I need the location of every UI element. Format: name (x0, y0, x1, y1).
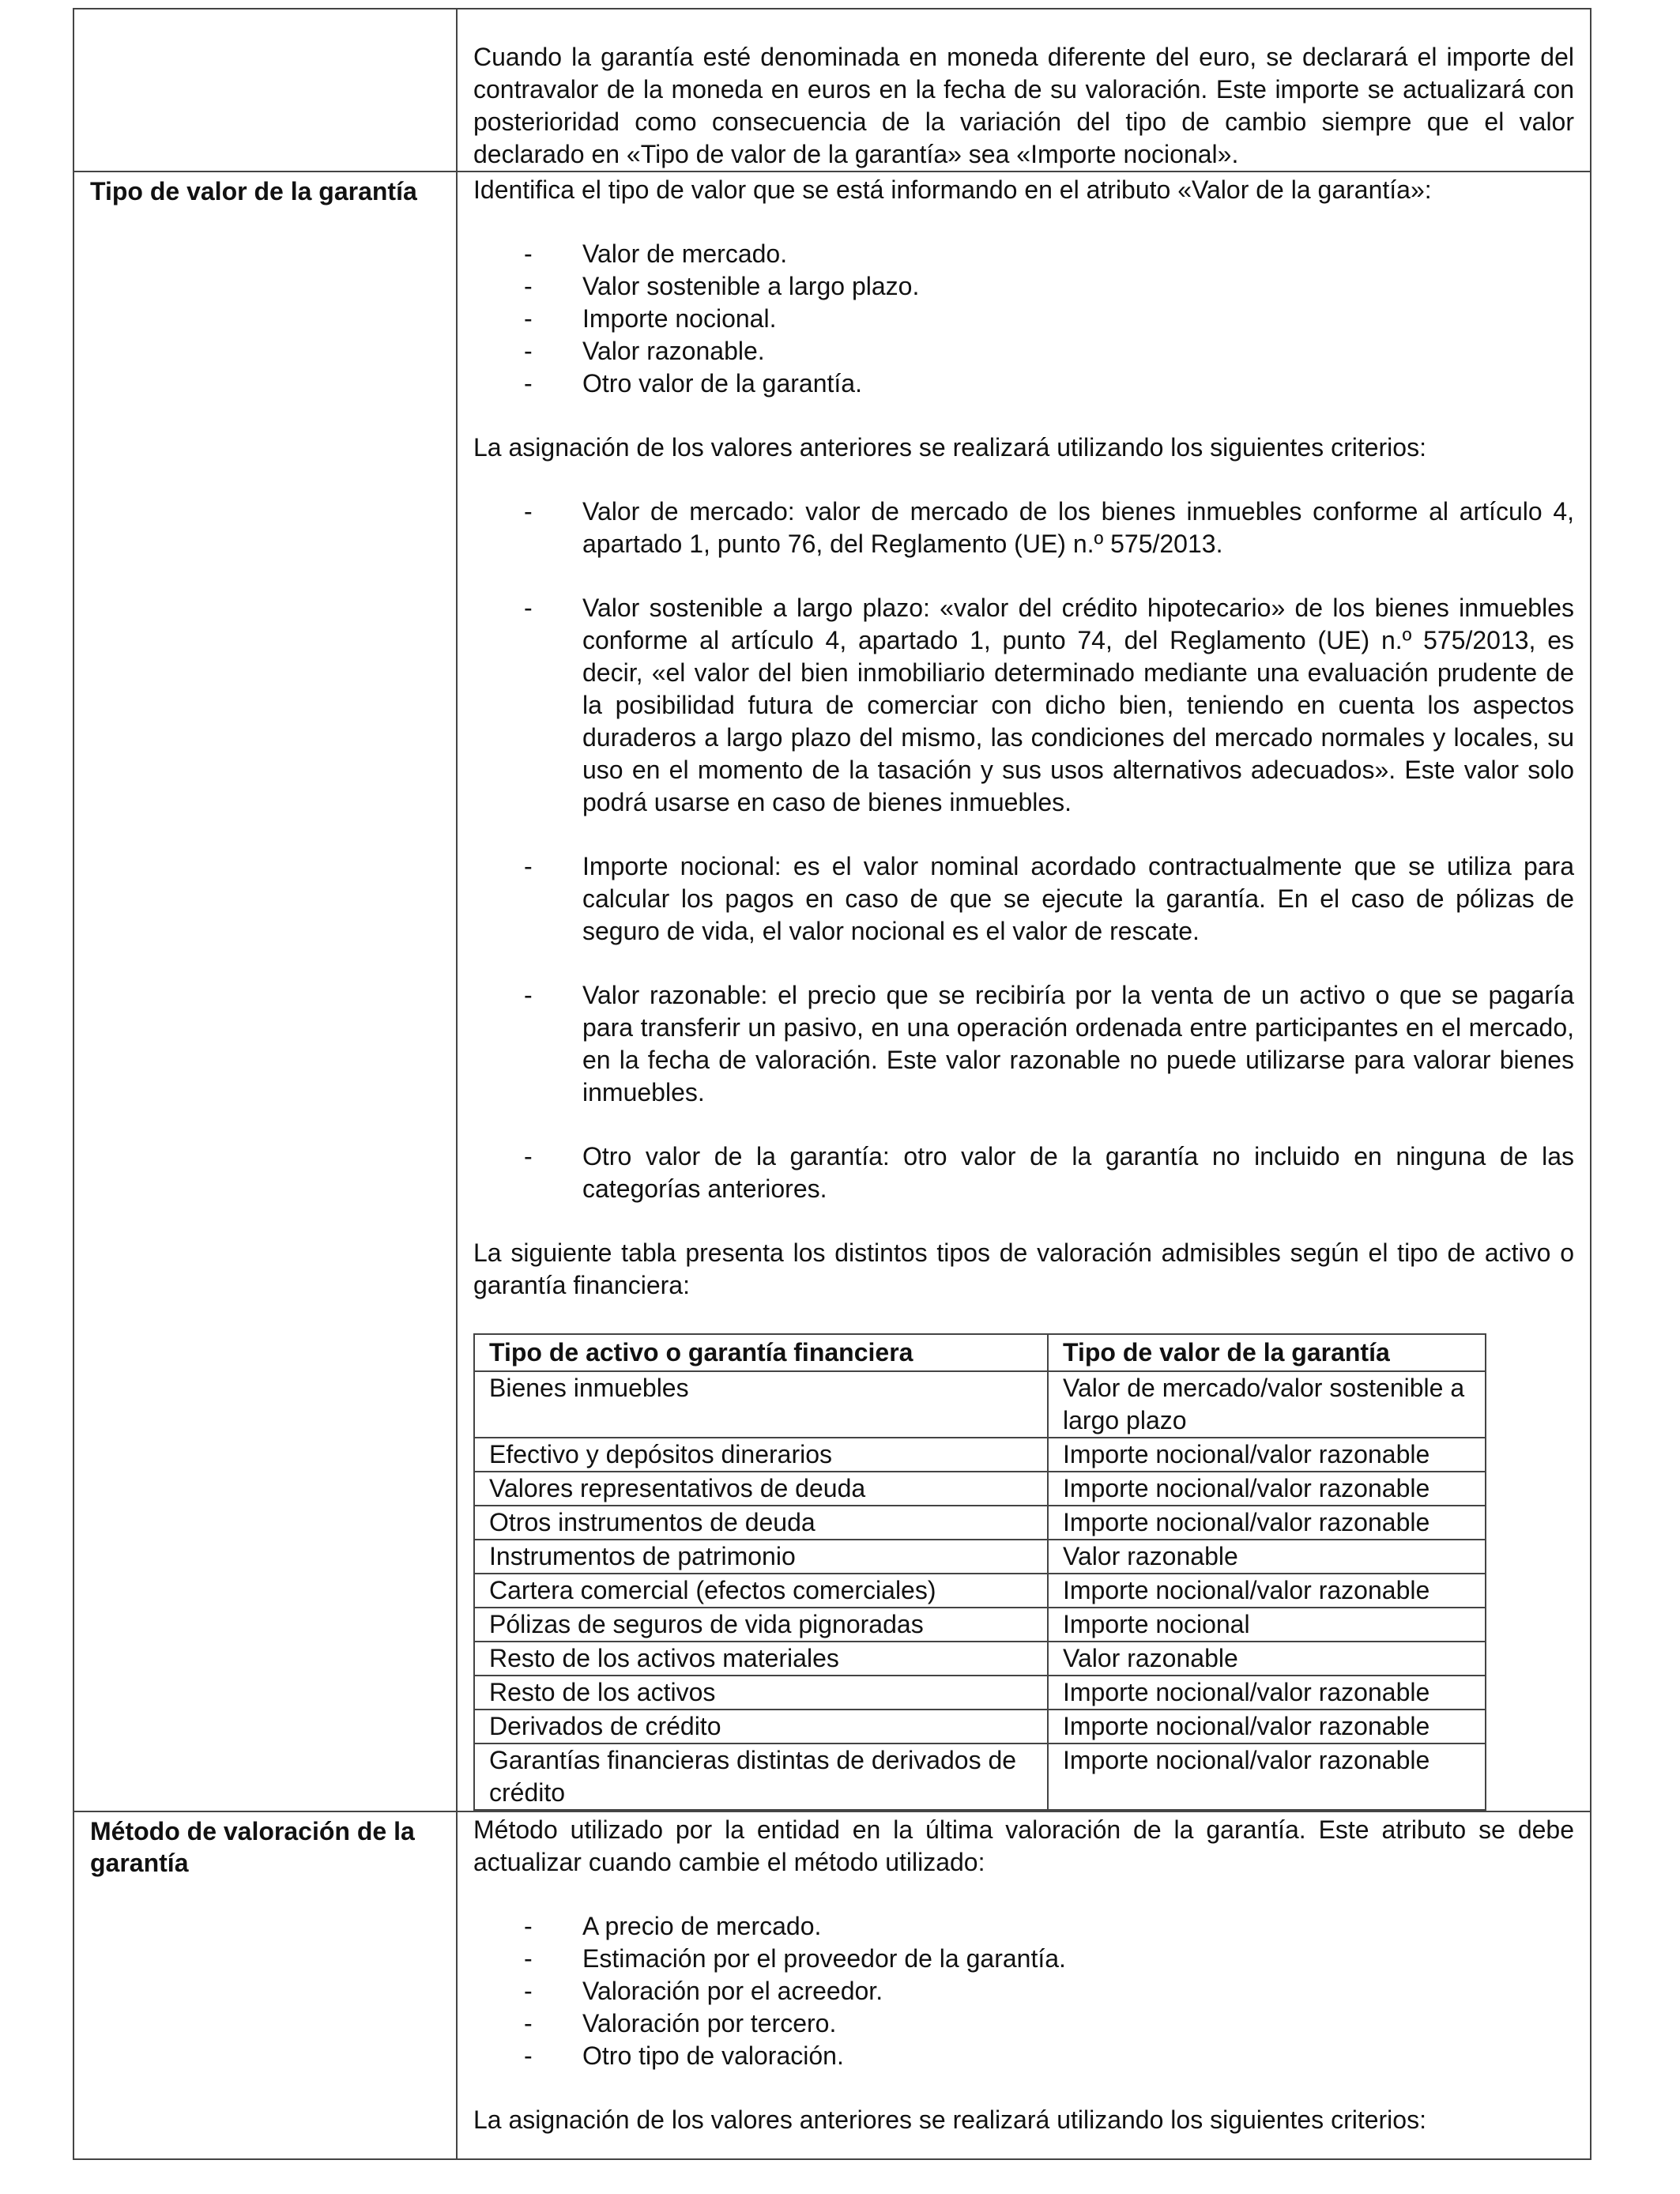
valuation-table (473, 1333, 1486, 1811)
table-cell: Importe nocional/valor razonable (1048, 1744, 1486, 1810)
attribute-description (457, 9, 1591, 172)
table-cell: Valor razonable (1048, 1540, 1486, 1574)
method-list (473, 1910, 1574, 2072)
criteria-list (473, 496, 1574, 1205)
table-cell: Importe nocional/valor razonable (1048, 1574, 1486, 1608)
table-cell: Importe nocional/valor razonable (1048, 1472, 1486, 1506)
table-cell: Resto de los activos (474, 1676, 1048, 1710)
list-item: - Estimación por el proveedor de la garantía. (524, 1944, 1066, 1973)
column-header: Tipo de activo o garantía financiera (474, 1334, 1048, 1371)
attribute-label (73, 9, 457, 172)
table-cell: Pólizas de seguros de vida pignoradas (474, 1608, 1048, 1642)
list-item: - Otro valor de la garantía: otro valor de la garantía no incluido en ninguna de las categorías anteriores. (524, 1142, 1574, 1203)
list-item: - Valoración por el acreedor. (524, 1977, 883, 2005)
table-row (73, 1811, 1591, 2159)
table-row (474, 1438, 1486, 1472)
column-header: Tipo de valor de la garantía (1048, 1334, 1486, 1371)
list-item: - Valoración por tercero. (524, 2009, 837, 2038)
table-row (474, 1472, 1486, 1506)
table-cell: Valores representativos de deuda (474, 1472, 1048, 1506)
list-item: - Importe nocional. (524, 304, 777, 333)
attribute-description (457, 172, 1591, 1811)
intro-paragraph: Método utilizado por la entidad en la última valoración de la garantía. Este atributo se debe actualizar cuando cambie el método utilizado: (473, 1815, 1574, 1876)
table-row (474, 1371, 1486, 1438)
list-item: - Valor sostenible a largo plazo. (524, 272, 920, 300)
list-item: - Valor razonable: el precio que se recibiría por la venta de un activo o que se pagaría para transferir un pasivo, en una operación ordenada entre participantes en el mercado, en la fecha de valoración. Este valor razonable no puede utilizarse para valorar bienes inmuebles. (524, 981, 1574, 1106)
attributes-table (73, 8, 1591, 2160)
list-item: - Otro valor de la garantía. (524, 369, 862, 398)
table-cell: Bienes inmuebles (474, 1371, 1048, 1438)
criteria-intro: La asignación de los valores anteriores se realizará utilizando los siguientes criterios: (473, 433, 1426, 462)
table-row (474, 1710, 1486, 1744)
list-item: - Valor sostenible a largo plazo: «valor del crédito hipotecario» de los bienes inmuebles conforme al artículo 4, apartado 1, punto 74, del Reglamento (UE) n.º 575/2013, es decir, «el valor del bien inmobiliario determinado mediante una evaluación prudente de la posibilidad futura de comerciar con dicho bien, teniendo en cuenta los aspectos duraderos a largo plazo del mismo, las condiciones del mercado normales y locales, su uso en el momento de la tasación y sus usos alternativos adecuados». Este valor solo podrá usarse en caso de bienes inmuebles. (524, 594, 1574, 816)
table-cell: Importe nocional/valor razonable (1048, 1676, 1486, 1710)
table-cell: Instrumentos de patrimonio (474, 1540, 1048, 1574)
attribute-label: Método de valoración de la garantía (73, 1811, 457, 2159)
list-item: - Valor de mercado: valor de mercado de los bienes inmuebles conforme al artículo 4, apartado 1, punto 76, del Reglamento (UE) n.º 575/2013. (524, 497, 1574, 558)
table-row (474, 1744, 1486, 1810)
intro-paragraph: Identifica el tipo de valor que se está informando en el atributo «Valor de la garantía»: (473, 175, 1432, 204)
value-list (473, 238, 1574, 400)
currency-paragraph: Cuando la garantía esté denominada en moneda diferente del euro, se declarará el importe del contravalor de la moneda en euros en la fecha de su valoración. Este importe se actualizará con posterioridad como consecuencia de la variación del tipo de cambio siempre que el valor declarado en «Tipo de valor de la garantía» sea «Importe nocional». (473, 43, 1574, 168)
table-row (73, 172, 1591, 1811)
table-cell: Importe nocional/valor razonable (1048, 1710, 1486, 1744)
table-cell: Importe nocional (1048, 1608, 1486, 1642)
table-row (474, 1574, 1486, 1608)
table-cell: Efectivo y depósitos dinerarios (474, 1438, 1048, 1472)
list-item: - Otro tipo de valoración. (524, 2041, 844, 2070)
table-cell: Cartera comercial (efectos comerciales) (474, 1574, 1048, 1608)
table-row (474, 1540, 1486, 1574)
table-row (474, 1676, 1486, 1710)
table-row (73, 9, 1591, 172)
list-item: - Importe nocional: es el valor nominal acordado contractualmente que se utiliza para calcular los pagos en caso de que se ejecute la garantía. En el caso de pólizas de seguro de vida, el valor nocional es el valor de rescate. (524, 852, 1574, 945)
table-cell: Valor razonable (1048, 1642, 1486, 1676)
table-row (474, 1608, 1486, 1642)
document-page (73, 8, 1590, 2134)
table-cell: Garantías financieras distintas de derivados de crédito (474, 1744, 1048, 1810)
table-header-row (474, 1334, 1486, 1371)
table-cell: Otros instrumentos de deuda (474, 1506, 1048, 1540)
table-cell: Resto de los activos materiales (474, 1642, 1048, 1676)
table-row (474, 1642, 1486, 1676)
table-intro: La siguiente tabla presenta los distintos tipos de valoración admisibles según el tipo de activo o garantía financiera: (473, 1238, 1574, 1299)
criteria-intro: La asignación de los valores anteriores se realizará utilizando los siguientes criterios: (473, 2105, 1426, 2134)
attribute-label: Tipo de valor de la garantía (73, 172, 457, 1811)
table-cell: Importe nocional/valor razonable (1048, 1438, 1486, 1472)
list-item: - Valor de mercado. (524, 239, 788, 268)
table-row (474, 1506, 1486, 1540)
table-cell: Derivados de crédito (474, 1710, 1048, 1744)
attribute-description (457, 1811, 1591, 2159)
table-cell: Valor de mercado/valor sostenible a largo plazo (1048, 1371, 1486, 1438)
list-item: - A precio de mercado. (524, 1912, 822, 1940)
table-cell: Importe nocional/valor razonable (1048, 1506, 1486, 1540)
list-item: - Valor razonable. (524, 337, 765, 365)
